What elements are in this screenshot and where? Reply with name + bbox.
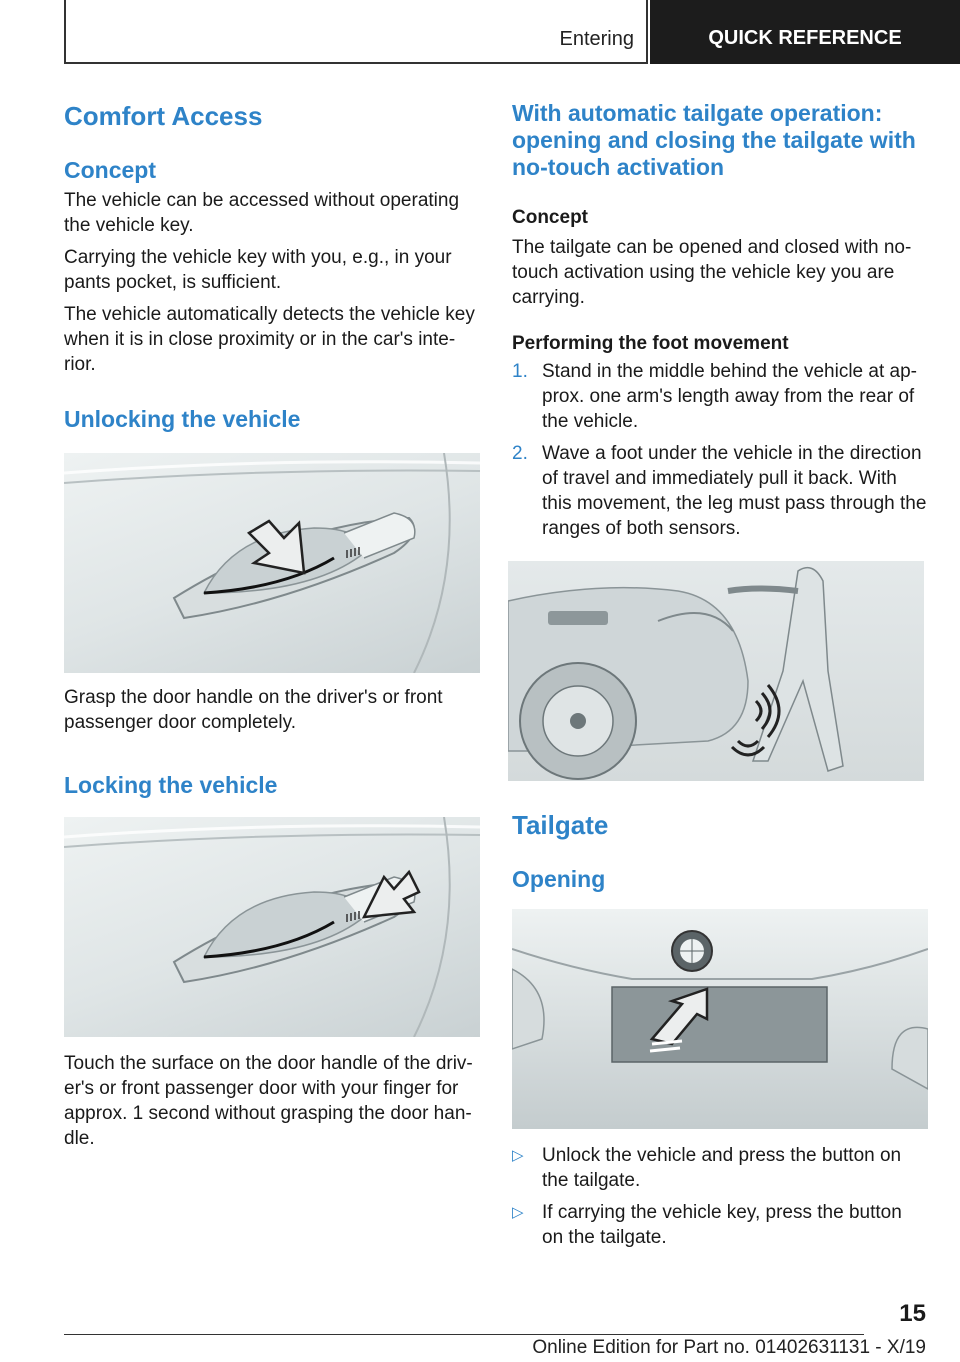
step-text: Wave a foot under the vehicle in the direction of travel and immediately pull it back. With this movement, the leg must pass through the ranges of both sensors. (542, 443, 927, 539)
edition-note: Online Edition for Part no. 01402631131 - X/19 (532, 1337, 926, 1358)
step-number: 1. (512, 361, 528, 382)
foot-sensor-illustration (508, 561, 924, 781)
page-number: 15 (899, 1300, 926, 1327)
concept-heading: Concept (64, 157, 156, 183)
tailgate-heading: Tailgate (512, 810, 609, 840)
step-number: 2. (512, 443, 528, 464)
unlock-door-handle-figure (64, 453, 480, 673)
list-item (512, 1143, 928, 1193)
lock-door-handle-figure (64, 817, 480, 1037)
door-handle-illustration-lock (64, 817, 480, 1037)
auto-tailgate-heading: With automatic tailgate operation: opening and closing the tailgate with no-touch activation (512, 100, 916, 180)
header-section-title: Entering (559, 28, 634, 50)
foot-movement-figure (508, 561, 924, 781)
foot-movement-heading: Performing the foot movement (512, 333, 789, 354)
foot-movement-steps (512, 359, 928, 541)
unlocking-heading: Unlocking the vehicle (64, 406, 301, 432)
bullet-text: If carrying the vehicle key, press the button on the tailgate. (542, 1202, 902, 1248)
header-chapter-label: QUICK REFERENCE (708, 26, 902, 49)
footer-divider (64, 1334, 864, 1335)
comfort-access-title: Comfort Access (64, 101, 263, 131)
tailgate-button-figure (512, 909, 928, 1129)
step-item (512, 441, 928, 541)
left-column (64, 100, 480, 1151)
triangle-bullet-icon: ▷ (512, 1147, 524, 1164)
header-chapter-tab (650, 0, 960, 64)
step-text: Stand in the middle behind the vehicle at ap-prox. one arm's length away from the rear of the vehicle. (542, 361, 917, 432)
list-item (512, 1200, 928, 1250)
door-handle-illustration (64, 453, 480, 673)
concept-paragraph-2: Carrying the vehicle key with you, e.g., in your pants pocket, is sufficient. (64, 247, 452, 293)
tailgate-opening-bullets (512, 1143, 928, 1250)
step-item (512, 359, 928, 434)
right-column (512, 100, 928, 1250)
locking-heading: Locking the vehicle (64, 772, 278, 798)
right-concept-text: The tailgate can be opened and closed with no-touch activation using the vehicle key you are carrying. (512, 237, 912, 308)
bullet-text: Unlock the vehicle and press the button on the tailgate. (542, 1145, 902, 1191)
lock-instruction: Touch the surface on the door handle of the driv-er's or front passenger door with your finger for approx. 1 second without grasping the door han-dle. (64, 1053, 473, 1149)
right-concept-heading: Concept (512, 207, 588, 228)
triangle-bullet-icon: ▷ (512, 1204, 524, 1221)
tailgate-illustration (512, 909, 928, 1129)
concept-paragraph-3: The vehicle automatically detects the vehicle key when it is in close proximity or in the car's inte-rior. (64, 304, 475, 375)
concept-paragraph-1: The vehicle can be accessed without operating the vehicle key. (64, 190, 460, 236)
unlock-instruction: Grasp the door handle on the driver's or front passenger door completely. (64, 687, 443, 733)
opening-heading: Opening (512, 866, 606, 892)
